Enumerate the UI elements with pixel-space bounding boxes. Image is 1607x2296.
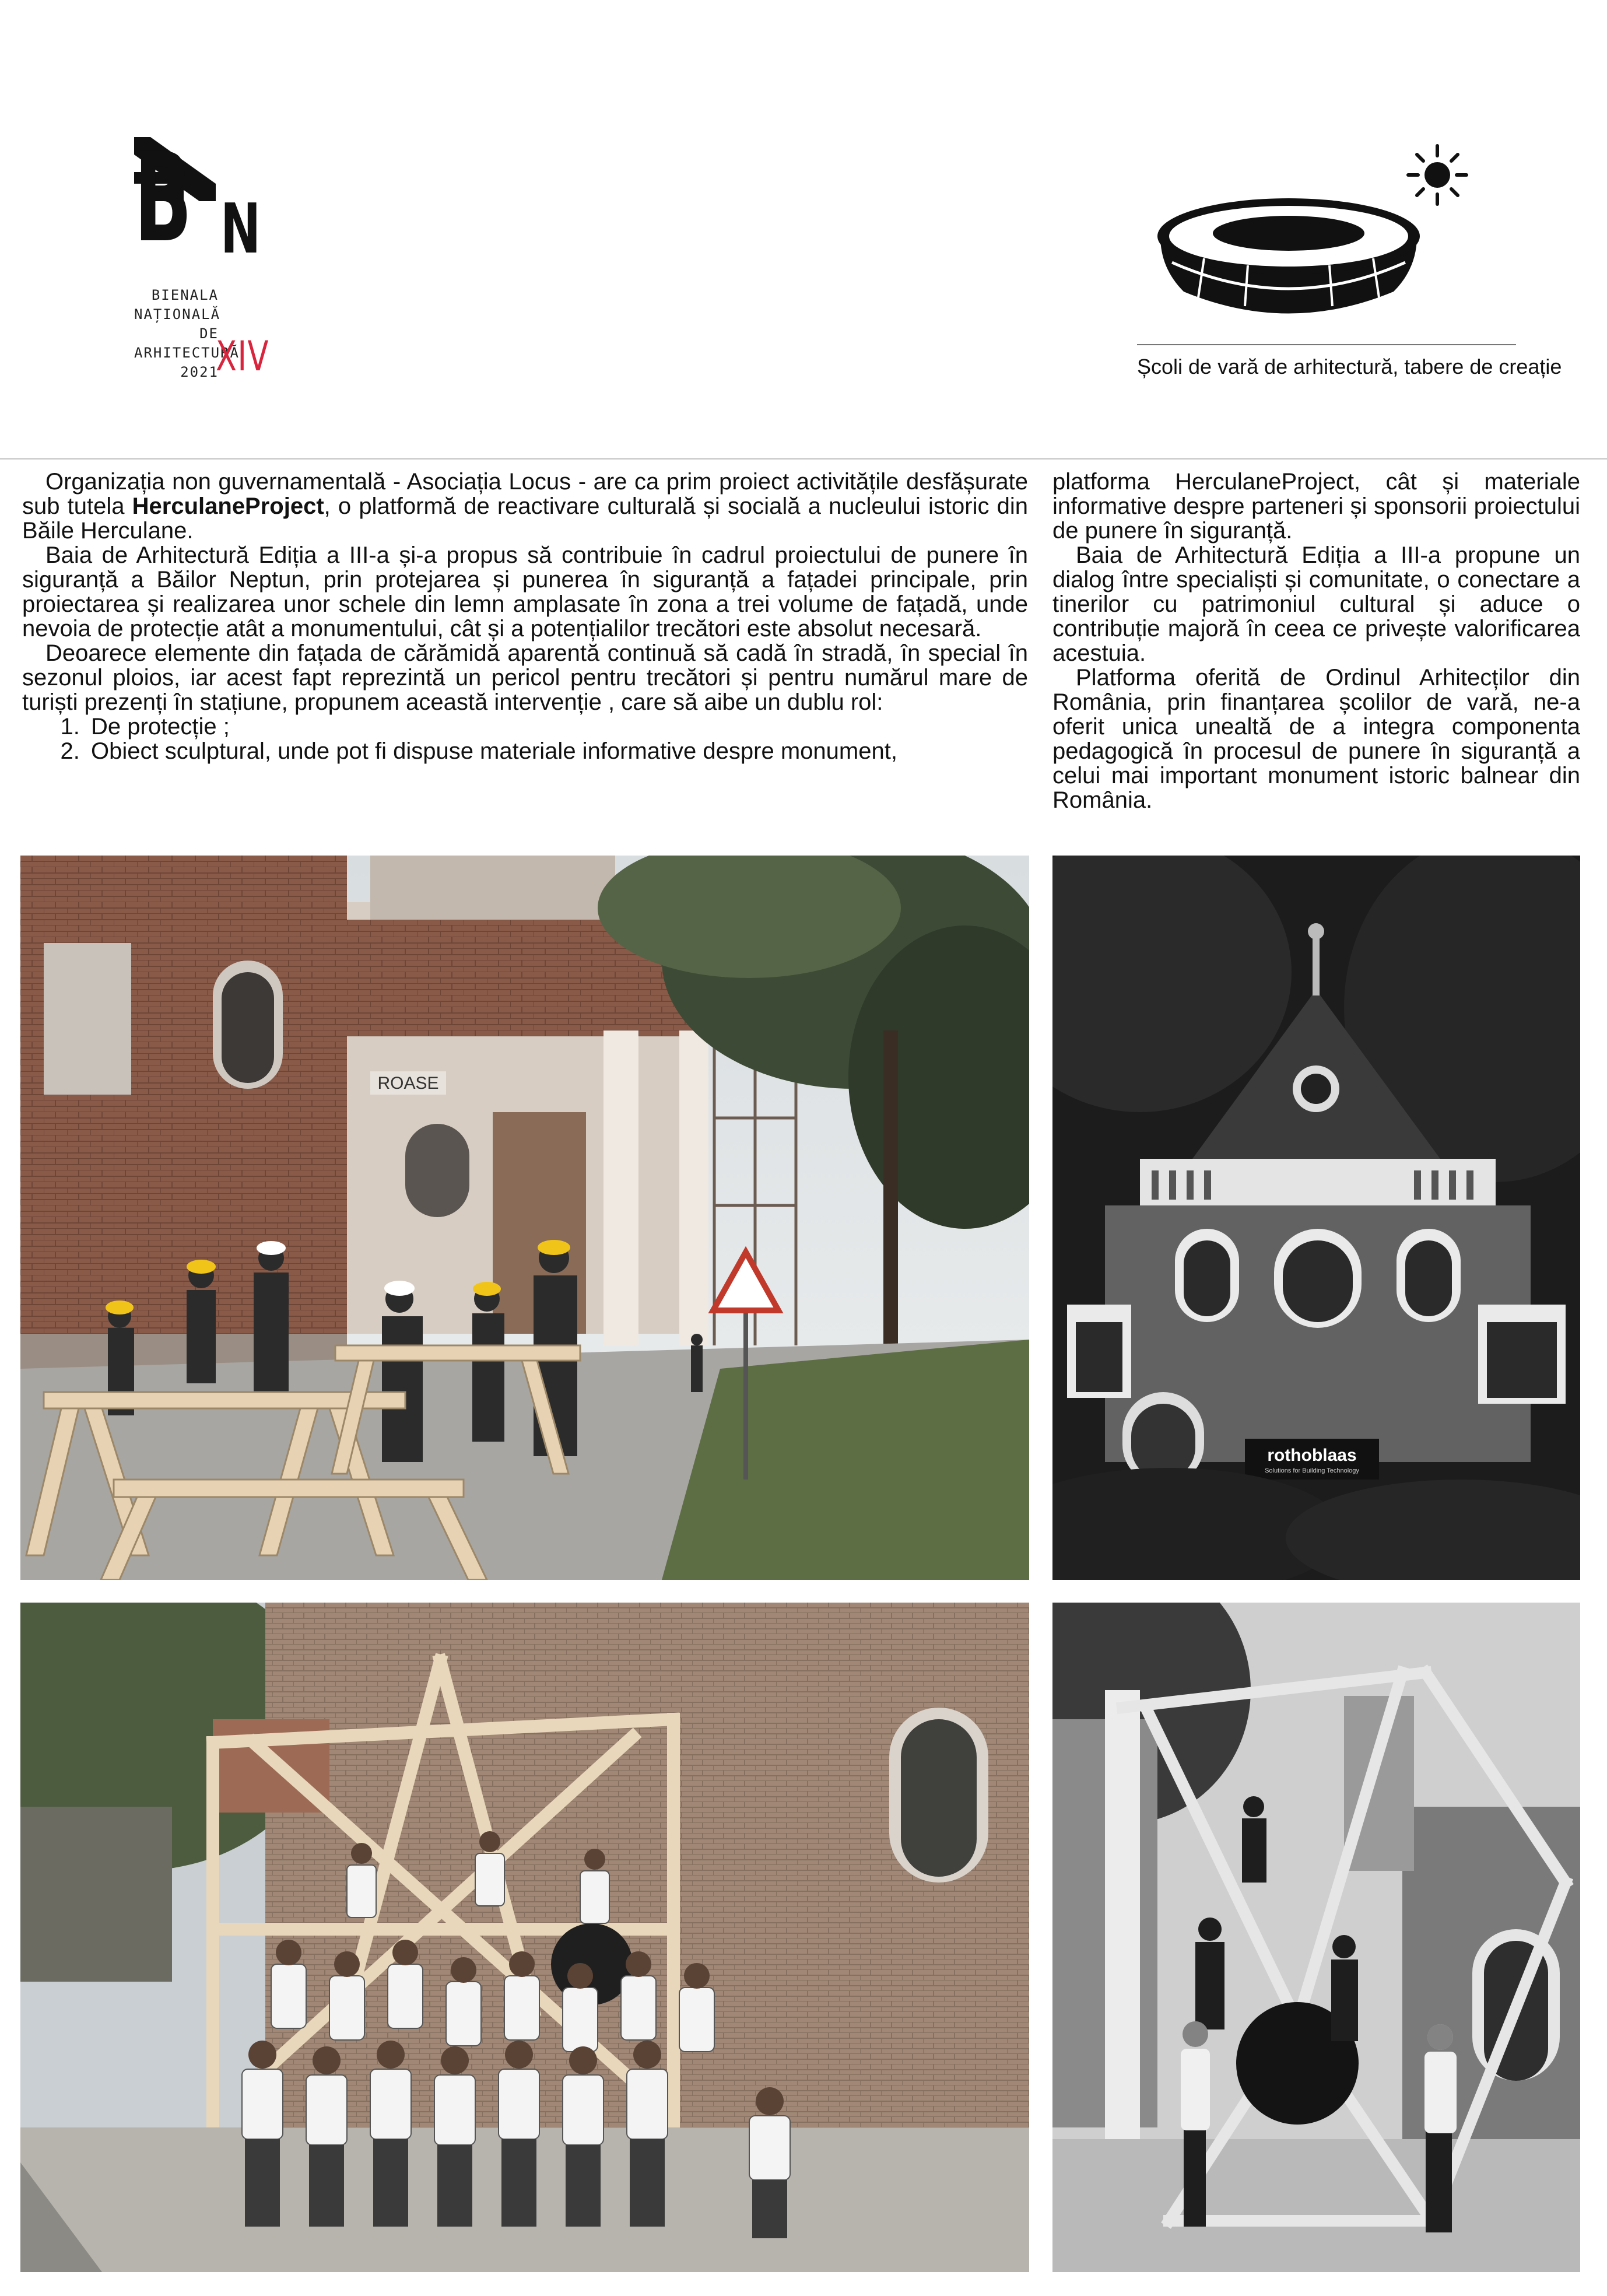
paragraph: Baia de Arhitectură Ediția a III-a și-a propus să contribuie în cadrul proiectului de punere în siguranță a Băilor Neptun, prin protejarea și punerea în siguranță a fațadei principale, prin proiectarea și realizarea unor schele din lemn amplasate în zona a trei volume de fațadă, unde nevoia de protecție atât a monumentului, cât și a potențialilor trecători este absolut necesară. — [22, 542, 1028, 642]
facade-sign-text: ROASE — [377, 1074, 439, 1093]
paragraph-text: , o platformă de reactivare culturală și socială a nucleului istoric din Băile Herculane. — [22, 493, 1028, 544]
photo-frame-climbers-bw — [1052, 1603, 1580, 2272]
list-item: 1. De protecție ; — [86, 714, 1028, 739]
logo-divider — [1137, 344, 1516, 345]
logo-letter-b: B — [134, 127, 192, 269]
banner-subtext: Solutions for Building Technology — [1265, 1467, 1359, 1474]
logo-letter-n: N — [220, 188, 261, 269]
stadium-icon — [1149, 190, 1429, 329]
photo-street-workshop — [20, 856, 1029, 1580]
logo-caption-line: DE — [199, 325, 219, 342]
logo-caption-line: BIENALA — [151, 287, 219, 303]
paragraph-text: Organizația non guvernamentală - Asociația Locus - are ca prim proiect activitățile desfășurate sub tutela — [22, 469, 1028, 519]
paragraph: Baia de Arhitectură Ediția a III-a propune un dialog între specialiști și comunitate, o conectare a tinerilor cu patrimoniul cultural și aduce o contribuție majoră în ceea ce privește valorificarea acestuia. — [1052, 542, 1580, 666]
banner-text: rothoblaas — [1267, 1446, 1357, 1465]
paragraph: Deoarece elemente din fațada de cărămidă aparentă continuă să cadă în stradă, în special în sezonul ploios, iar acest fapt reprezintă un pericol pentru trecători și pentru numărul mare de turiști prezenți în stațiune, propunem această intervenție , care să aibe un dublu rol: — [22, 640, 1028, 715]
role-list — [22, 714, 1028, 763]
summer-school-logo — [1137, 137, 1562, 388]
logo-caption-line: NAȚIONALĂ — [134, 306, 221, 323]
paragraph: Platforma oferită de Ordinul Arhitecților din România, prin finanțarea școlilor de vară, ne-a oferit unica unealtă de a integra componenta pedagogică în procesul de punere în siguranță a celui mai important monument istoric balnear din România. — [1052, 665, 1580, 813]
photo-villa-bw — [1052, 856, 1580, 1580]
paragraph: platforma HerculaneProject, cât și materiale informative despre parteneri și sponsorii proiectului de punere în siguranță. — [1052, 469, 1580, 544]
photo-group-scaffolding — [20, 1603, 1029, 2272]
logo-caption-line: 2021 — [180, 364, 219, 380]
project-name: HerculaneProject — [132, 493, 324, 519]
left-text-column — [22, 469, 1028, 763]
list-item: 2. Obiect sculptural, unde pot fi dispuse materiale informative despre monument, — [86, 739, 1028, 763]
header-divider — [0, 458, 1607, 460]
bna-logo — [134, 127, 356, 382]
logo-tagline: Școli de vară de arhitectură, tabere de creație — [1137, 355, 1562, 378]
logo-edition: XIV — [216, 332, 269, 380]
right-text-column — [1052, 469, 1580, 812]
logo-caption — [134, 286, 240, 382]
logo-caption-line: ARHITECTURĂ — [134, 345, 240, 361]
paragraph — [22, 469, 1028, 543]
